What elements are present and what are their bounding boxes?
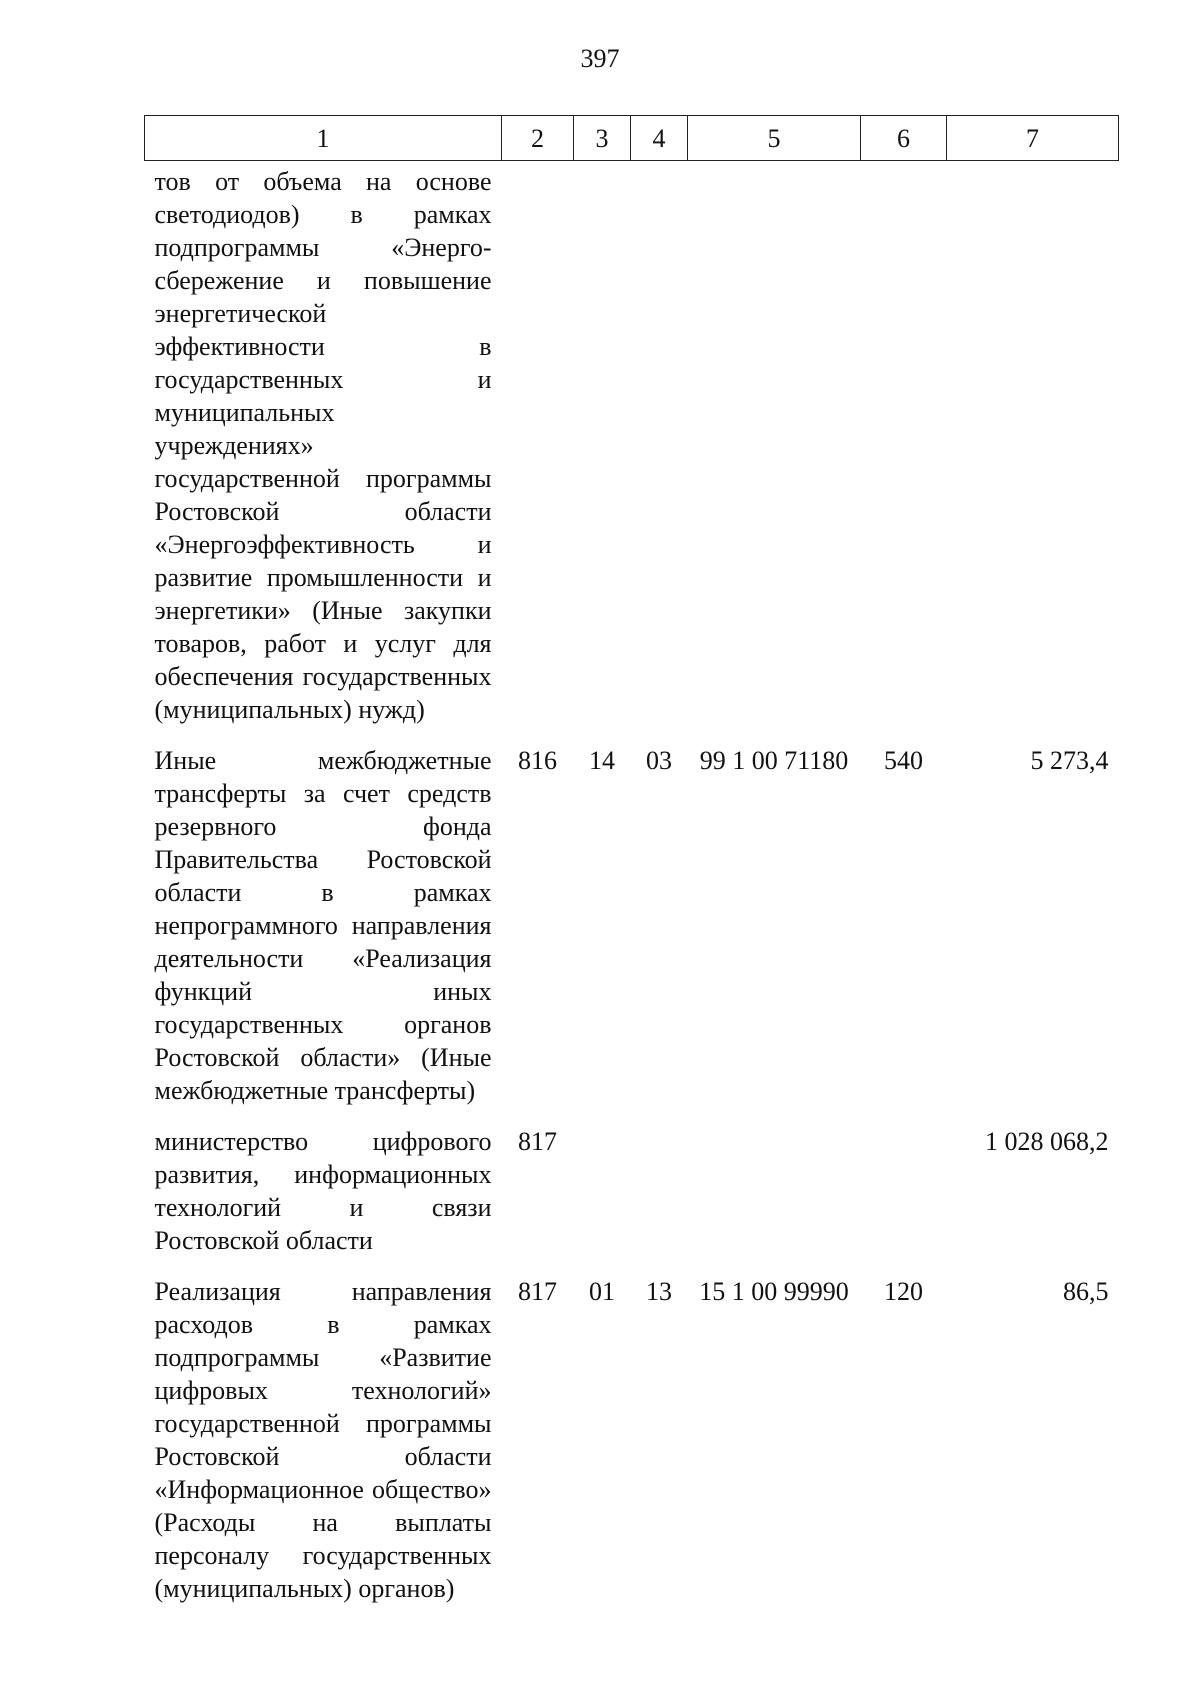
- row-amount: 1 028 068,2: [985, 1127, 1109, 1156]
- row-description: Реализация направления расходов в рамках подпрограммы «Развитие цифровых технологий» государственной программы Ростовской области «Информационное общество» (Расходы на выплаты персоналу государственных (муниципальных) органов): [154, 1277, 492, 1603]
- row-description: министерство цифрового развития, информационных технологий и связи Ростовской области: [154, 1127, 492, 1255]
- row-target-article: [688, 1117, 861, 1267]
- row-ministry-code: 817: [518, 1127, 557, 1156]
- row-description: тов от объема на основе светодиодов) в рамках подпрограммы «Энерго-сбережение и повышение энергетической эффективности в государственных и муниципальных учреждениях» государственной программы Ростовской области «Энергоэффективность и развитие промышленности и энергетики» (Иные закупки товаров, работ и услуг для обеспечения государственных (муниципальных) нужд): [154, 167, 492, 724]
- row-subsection: [631, 1117, 688, 1267]
- row-subsection: 13: [646, 1277, 672, 1306]
- row-section: 01: [589, 1277, 615, 1306]
- row-amount: [947, 161, 1119, 737]
- column-header-3: 3: [574, 116, 631, 161]
- row-target-article: [688, 161, 861, 737]
- row-ministry-code: [502, 161, 574, 737]
- row-expense-type: 120: [884, 1277, 923, 1306]
- column-header-1: 1: [145, 116, 502, 161]
- row-subsection: [631, 161, 688, 737]
- row-amount: 5 273,4: [1030, 746, 1109, 775]
- row-description: Иные межбюджетные трансферты за счет средств резервного фонда Правительства Ростовской области в рамках непрограммного направления деятельности «Реализация функций иных государственных органов Ростовской области» (Иные межбюджетные трансферты): [154, 746, 492, 1105]
- row-ministry-code: 816: [518, 746, 557, 775]
- table-row: [145, 736, 1119, 1117]
- column-header-7: 7: [947, 116, 1119, 161]
- row-target-article: 15 1 00 99990: [699, 1277, 849, 1306]
- table-body: [145, 161, 1119, 1616]
- page-number: 397: [580, 44, 620, 73]
- row-section: 14: [589, 746, 615, 775]
- table-row: [145, 161, 1119, 737]
- column-header-6: 6: [861, 116, 947, 161]
- row-subsection: 03: [646, 746, 672, 775]
- row-expense-type: [861, 1117, 947, 1267]
- column-header-4: 4: [631, 116, 688, 161]
- table-row: [145, 1267, 1119, 1615]
- column-header-2: 2: [502, 116, 574, 161]
- table-header: [145, 116, 1119, 161]
- table-row: [145, 1117, 1119, 1267]
- budget-table: [144, 115, 1119, 1615]
- row-target-article: 99 1 00 71180: [699, 746, 849, 775]
- row-expense-type: 540: [884, 746, 923, 775]
- row-section: [574, 1117, 631, 1267]
- column-header-5: 5: [688, 116, 861, 161]
- row-ministry-code: 817: [518, 1277, 557, 1306]
- row-section: [574, 161, 631, 737]
- header-row: [145, 116, 1119, 161]
- row-expense-type: [861, 161, 947, 737]
- row-amount: 86,5: [1063, 1277, 1109, 1306]
